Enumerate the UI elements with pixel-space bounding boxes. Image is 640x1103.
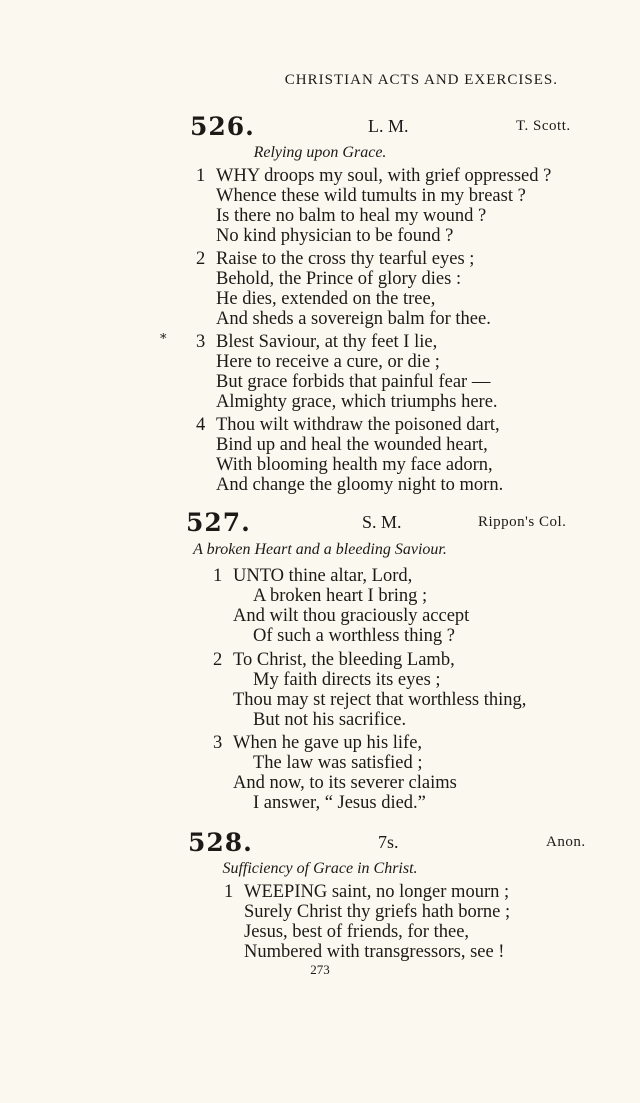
verse-line: Thou may st reject that worthless thing, [233,690,527,710]
verse-line: Here to receive a cure, or die ; [216,352,440,372]
hymn-author: T. Scott. [516,118,571,134]
verse-line: Blest Saviour, at thy feet I lie, [216,332,438,352]
verse-line: Is there no balm to heal my wound ? [216,206,487,226]
verse-line: When he gave up his life, [233,733,423,753]
verse-line: I answer, “ Jesus died.” [253,793,426,813]
verse-line: But grace forbids that painful fear — [216,372,491,392]
verse-line: My faith directs its eyes ; [253,670,441,690]
hymn-meter: L. M. [368,116,409,136]
verse-line: Behold, the Prince of glory dies : [216,269,462,289]
hymn-number: 526. [190,112,255,141]
hymn-meter: S. M. [362,512,402,532]
verse-line: He dies, extended on the tree, [216,289,436,309]
hymn-header [0,828,640,856]
stanza-number: 1 [213,566,223,586]
stanza-number: 1 [196,166,206,186]
hymn-number: 528. [188,828,253,857]
verse-line: Bind up and heal the wounded heart, [216,435,488,455]
stanza-number: 1 [224,882,234,902]
hymn-meter: 7s. [378,832,399,852]
verse-line: But not his sacrifice. [253,710,407,730]
page-number: 273 [310,962,330,977]
verse-line: WEEPING saint, no longer mourn ; [244,882,510,902]
verse-line: WHY droops my soul, with grief oppressed ? [216,166,552,186]
verse-line: The law was satisfied ; [253,753,423,773]
verse-line: Numbered with transgressors, see ! [244,942,505,962]
verse-line: Whence these wild tumults in my breast ? [216,186,526,206]
verse-line: Surely Christ thy griefs hath borne ; [244,902,511,922]
verse-line: UNTO thine altar, Lord, [233,566,413,586]
hymn-subtitle: A broken Heart and a bleeding Saviour. [193,541,447,558]
verse-line: Of such a worthless thing ? [253,626,455,646]
verse-line: And wilt thou graciously accept [233,606,470,626]
hymn-header [0,508,640,536]
hymn-number: 527. [186,508,251,537]
stanza-number: 3 [213,733,223,753]
verse-line: No kind physician to be found ? [216,226,454,246]
stanza-number: 2 [213,650,223,670]
verse-line: Jesus, best of friends, for thee, [244,922,470,942]
verse-line: Almighty grace, which triumphs here. [216,392,498,412]
verse-line: Raise to the cross thy tearful eyes ; [216,249,475,269]
verse-line: And change the gloomy night to morn. [216,475,504,495]
hymn-author: Anon. [546,834,586,850]
verse-line: And sheds a sovereign balm for thee. [216,309,491,329]
stanza-number: 3 [196,332,206,352]
running-head: CHRISTIAN ACTS AND EXERCISES. [284,72,558,88]
hymn-subtitle: Relying upon Grace. [253,144,387,161]
verse-line: Thou wilt withdraw the poisoned dart, [216,415,500,435]
verse-line: And now, to its severer claims [233,773,457,793]
hymn-header [0,112,640,140]
margin-mark: * [160,332,167,347]
verse-line: With blooming health my face adorn, [216,455,493,475]
hymn-subtitle: Sufficiency of Grace in Christ. [222,860,418,877]
stanza-number: 4 [196,415,206,435]
stanza-number: 2 [196,249,206,269]
verse-line: To Christ, the bleeding Lamb, [233,650,455,670]
hymn-author: Rippon's Col. [478,514,567,530]
verse-line: A broken heart I bring ; [253,586,428,606]
